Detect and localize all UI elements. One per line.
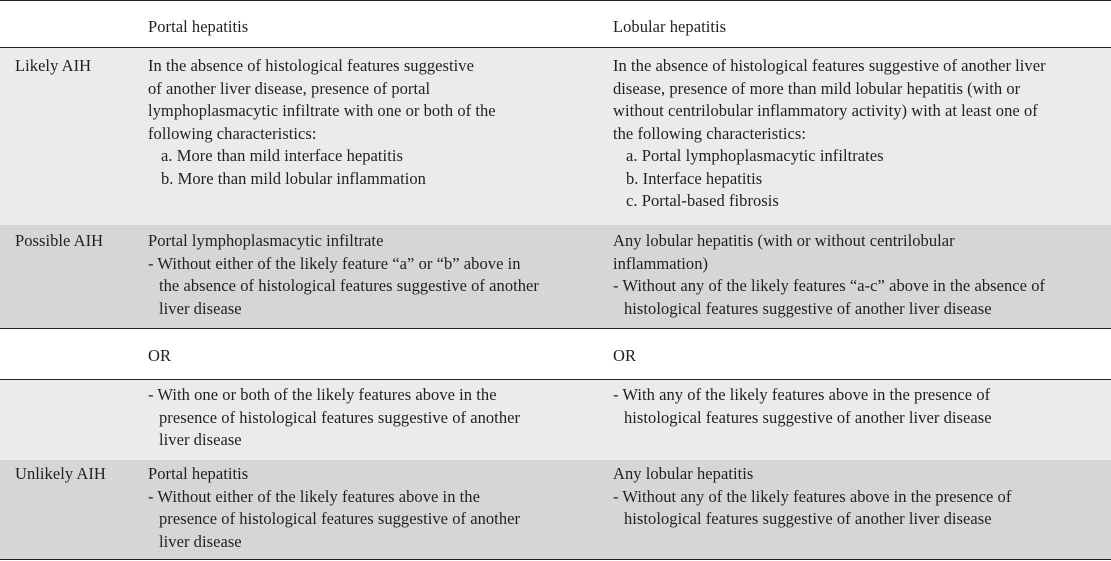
cell-possible-lobular: Any lobular hepatitis (with or without centrilobular inflammation) - Without any of the likely features “a-c” above in the absence of histological features suggestive of another liver disease <box>613 231 1046 318</box>
cell-possible-alt-lobular: - With any of the likely features above in the presence of histological features suggestive of another liver disease <box>613 385 992 427</box>
bottom-rule <box>0 559 1111 560</box>
cell-unlikely-portal: Portal hepatitis - Without either of the likely features above in the presence of histological features suggestive of another liver disease <box>148 464 521 551</box>
header-lobular-hepatitis: Lobular hepatitis <box>613 17 727 36</box>
row-label-unlikely-aih: Unlikely AIH <box>15 464 106 483</box>
header-portal-hepatitis: Portal hepatitis <box>148 17 249 36</box>
header-row <box>0 1 1111 47</box>
table-row-possible-aih <box>0 225 1111 328</box>
table-row-or <box>0 329 1111 379</box>
row-label-possible-aih: Possible AIH <box>15 231 104 250</box>
row-label-likely-aih: Likely AIH <box>15 56 92 75</box>
cell-unlikely-lobular: Any lobular hepatitis - Without any of the likely features above in the presence of histological features suggestive of another liver disease <box>613 464 1012 528</box>
table-row-possible-alt <box>0 380 1111 460</box>
or-label-lobular: OR <box>613 346 637 365</box>
cell-possible-portal: Portal lymphoplasmacytic infiltrate - Without either of the likely feature “a” or “b” above in the absence of histological features suggestive of another liver disease <box>148 231 539 318</box>
or-label-portal: OR <box>148 346 172 365</box>
table-row-unlikely-aih <box>0 460 1111 559</box>
cell-possible-alt-portal: - With one or both of the likely features above in the presence of histological features suggestive of another liver disease <box>148 385 521 449</box>
cell-likely-lobular: In the absence of histological features suggestive of another liver disease, presence of more than mild lobular hepatitis (with or without centrilobular inflammatory activity) with at least one of the following characteristics: a. Portal lymphoplasmacytic infiltrates b. Interface hepatitis c. Portal-based fibrosis <box>613 56 1046 210</box>
cell-likely-portal: In the absence of histological features suggestive of another liver disease, presence of portal lymphoplasmacytic infiltrate with one or both of the following characteristics: a. More than mild interface hepatitis b. More than mild lobular inflammation <box>148 56 496 188</box>
table-row-likely-aih <box>0 48 1111 225</box>
